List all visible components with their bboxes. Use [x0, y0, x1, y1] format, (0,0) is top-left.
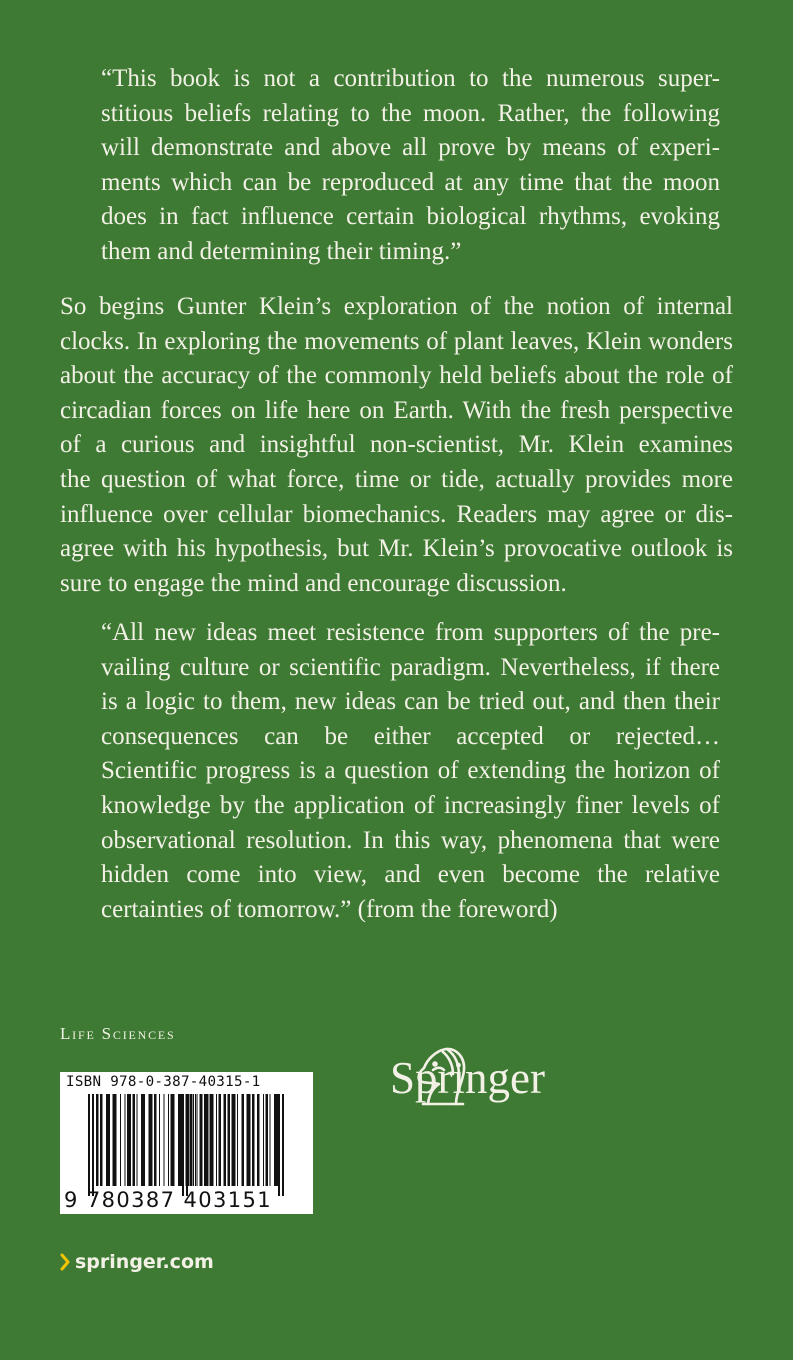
description-line: clocks. In exploring the movements of plant leaves, Klein wonders: [60, 327, 733, 355]
barcode-bar: [171, 1094, 175, 1186]
series-label: Life Sciences: [60, 1024, 176, 1043]
opening-quote-line: them and determining their timing.”: [101, 237, 462, 265]
barcode-bar: [205, 1094, 209, 1186]
foreword-quote-line: vailing culture or scientific paradigm. Nevertheless, if there: [101, 653, 720, 681]
barcode-bar: [200, 1094, 203, 1186]
barcode-bar: [219, 1094, 222, 1186]
barcode-bar: [182, 1094, 184, 1196]
foreword-quote-line: consequences can be either accepted or rejected…: [101, 722, 720, 750]
foreword-quote-line: hidden come into view, and even become the relative: [101, 861, 720, 889]
foreword-quote-line: “All new ideas meet resistence from supporters of the pre-: [101, 619, 720, 646]
barcode-bar: [125, 1094, 126, 1186]
isbn-label: ISBN 978-0-387-40315-1: [66, 1074, 261, 1090]
barcode-number: 9 780387 403151: [64, 1188, 273, 1212]
barcode-bar: [237, 1094, 238, 1186]
barcode-bar: [216, 1094, 217, 1186]
chevron-right-icon: [60, 1253, 70, 1271]
foreword-quote: [101, 616, 720, 927]
barcode-bar: [164, 1094, 165, 1186]
isbn-barcode: [60, 1072, 313, 1214]
barcode-bar: [190, 1094, 193, 1186]
description-line: the question of what force, time or tide, actually provides more: [60, 465, 733, 493]
barcode-bar: [242, 1094, 245, 1186]
barcode-bar: [266, 1094, 269, 1186]
opening-quote: [101, 62, 720, 270]
barcode-bar: [195, 1094, 196, 1186]
opening-quote-line: does in fact influence certain biological rhythms, evoking: [101, 203, 720, 231]
foreword-quote-line: is a logic to them, new ideas can be tried out, and then their: [101, 688, 720, 716]
barcode-bar: [224, 1094, 227, 1186]
foreword-quote-line: Scientific progress is a question of extending the horizon of: [101, 757, 720, 785]
website-text: springer.com: [75, 1251, 214, 1273]
description-line: sure to engage the mind and encourage discussion.: [60, 569, 567, 597]
barcode-bar: [106, 1094, 110, 1186]
barcode-bar: [92, 1094, 94, 1196]
barcode-bar: [197, 1094, 198, 1186]
barcode-bar: [88, 1094, 90, 1196]
barcode-bar: [96, 1094, 99, 1186]
opening-quote-line: stitious beliefs relating to the moon. Rather, the following: [101, 99, 720, 127]
barcode-bar: [232, 1094, 236, 1186]
description-line: about the accuracy of the commonly held beliefs about the role of: [60, 362, 733, 390]
barcode-bar: [100, 1094, 103, 1186]
barcode-bar: [186, 1094, 188, 1196]
barcode-bar: [127, 1094, 131, 1186]
barcode-bar: [282, 1094, 284, 1196]
barcode-bar: [159, 1094, 160, 1186]
barcode-bar: [120, 1094, 121, 1186]
barcode-bar: [149, 1094, 153, 1186]
barcode-bar: [211, 1094, 214, 1186]
description-line: So begins Gunter Klein’s exploration of the notion of internal: [60, 293, 733, 320]
description-line: agree with his hypothesis, but Mr. Klein’s provocative outlook is: [60, 535, 733, 563]
description-line: influence over cellular biomechanics. Readers may agree or dis-: [60, 500, 733, 528]
book-description: [60, 290, 733, 601]
publisher-name: Springer: [390, 1053, 545, 1103]
opening-quote-line: ments which can be reproduced at any time that the moon: [101, 168, 720, 196]
barcode-bar: [133, 1094, 136, 1186]
barcode-bar: [274, 1094, 278, 1186]
description-line: circadian forces on life here on Earth. With the fresh perspective: [60, 396, 733, 424]
barcode-bar: [228, 1094, 231, 1186]
barcode-bar: [178, 1094, 182, 1186]
description-line: of a curious and insightful non-scientist, Mr. Klein examines: [60, 431, 733, 459]
barcode-bar: [168, 1094, 169, 1186]
foreword-quote-line: knowledge by the application of increasingly finer levels of: [101, 791, 720, 819]
barcode-bar: [247, 1094, 251, 1186]
barcode-bar: [278, 1094, 280, 1196]
foreword-quote-line: observational resolution. In this way, phenomena that were: [101, 826, 720, 854]
barcode-bar: [113, 1094, 117, 1186]
opening-quote-line: will demonstrate and above all prove by means of experi-: [101, 134, 720, 162]
barcode-bar: [154, 1094, 157, 1186]
barcode-bar: [270, 1094, 271, 1186]
barcode-bar: [141, 1094, 145, 1186]
website-link[interactable]: [60, 1251, 214, 1273]
barcode-bar: [257, 1094, 260, 1186]
barcode-bar: [252, 1094, 255, 1186]
opening-quote-line: “This book is not a contribution to the numerous super-: [101, 65, 720, 92]
barcode-bar: [137, 1094, 138, 1186]
foreword-quote-line: certainties of tomorrow.” (from the foreword): [101, 895, 558, 923]
barcode-bar: [263, 1094, 264, 1186]
barcode-bar: [193, 1094, 194, 1186]
